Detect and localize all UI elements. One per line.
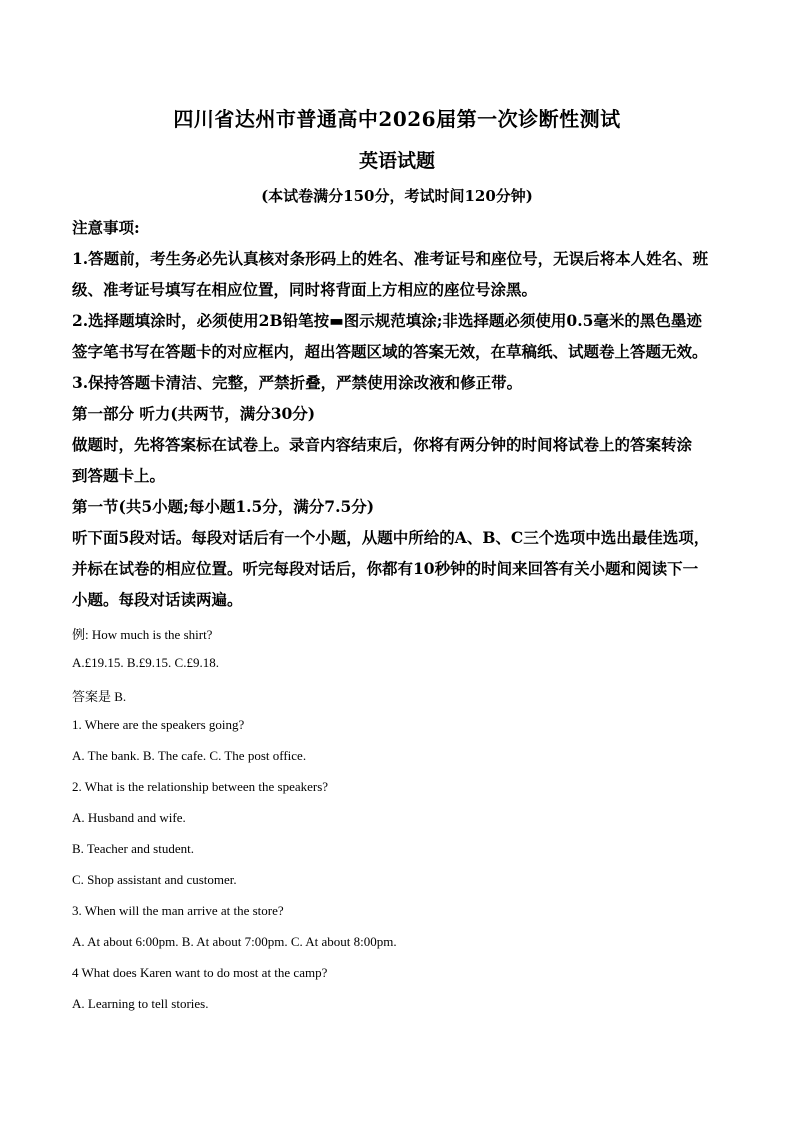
example-question: 例: How much is the shirt?	[72, 627, 213, 642]
part-1-instruction-line-2: 到答题卡上。	[72, 466, 166, 485]
part-1-instruction-line-1: 做题时，先将答案标在试卷上。录音内容结束后，你将有两分钟的时间将试卷上的答案转涂	[72, 435, 693, 454]
section-1-heading: 第一节(共5小题;每小题1.5分，满分7.5分)	[72, 497, 375, 516]
notice-item-3: 3.保持答题卡清洁、完整，严禁折叠，严禁使用涂改液和修正带。	[72, 373, 523, 392]
section-1-instruction-line-3: 小题。每段对话读两遍。	[72, 590, 243, 609]
question-3: 3. When will the man arrive at the store?	[72, 903, 284, 918]
section-1-instruction-line-2: 并标在试卷的相应位置。听完每段对话后，你都有10秒钟的时间来回答有关小题和阅读下一	[72, 559, 699, 578]
subject-title: 英语试题	[358, 150, 435, 172]
example-answer: 答案是 B.	[72, 689, 127, 704]
section-1-instruction-line-1: 听下面5段对话。每段对话后有一个小题，从题中所给的A、B、C三个选项中选出最佳选项，	[72, 528, 710, 547]
question-4: 4 What does Karen want to do most at the camp?	[72, 965, 328, 980]
question-3-options: A. At about 6:00pm. B. At about 7:00pm. C. At about 8:00pm.	[72, 934, 397, 949]
notice-item-2-line-2: 签字笔书写在答题卡的对应框内，超出答题区域的答案无效，在草稿纸、试题卷上答题无效。	[72, 342, 708, 361]
question-2-option-c: C. Shop assistant and customer.	[72, 872, 237, 887]
exam-title: 四川省达州市普通高中2026届第一次诊断性测试	[173, 107, 621, 131]
notice-heading: 注意事项:	[72, 218, 140, 237]
notice-item-1-line-1: 1.答题前，考生务必先认真核对条形码上的姓名、准考证号和座位号，无误后将本人姓名、班	[72, 249, 709, 268]
question-2-option-a: A. Husband and wife.	[72, 810, 186, 825]
exam-info: (本试卷满分150分，考试时间120分钟)	[261, 187, 533, 205]
notice-item-1-line-2: 级、准考证号填写在相应位置，同时将背面上方相应的座位号涂黑。	[72, 280, 538, 299]
question-2-option-b: B. Teacher and student.	[72, 841, 194, 856]
part-1-heading: 第一部分 听力(共两节，满分30分)	[72, 404, 316, 423]
question-2: 2. What is the relationship between the speakers?	[72, 779, 329, 794]
example-options: A.£19.15. B.£9.15. C.£9.18.	[72, 655, 219, 670]
question-1-options: A. The bank. B. The cafe. C. The post office.	[72, 748, 307, 763]
notice-item-2-line-1: 2.选择题填涂时，必须使用2B铅笔按▬图示规范填涂;非选择题必须使用0.5毫米的黑色墨迹	[72, 311, 702, 330]
question-1: 1. Where are the speakers going?	[72, 717, 245, 732]
question-4-option-a: A. Learning to tell stories.	[72, 996, 209, 1011]
